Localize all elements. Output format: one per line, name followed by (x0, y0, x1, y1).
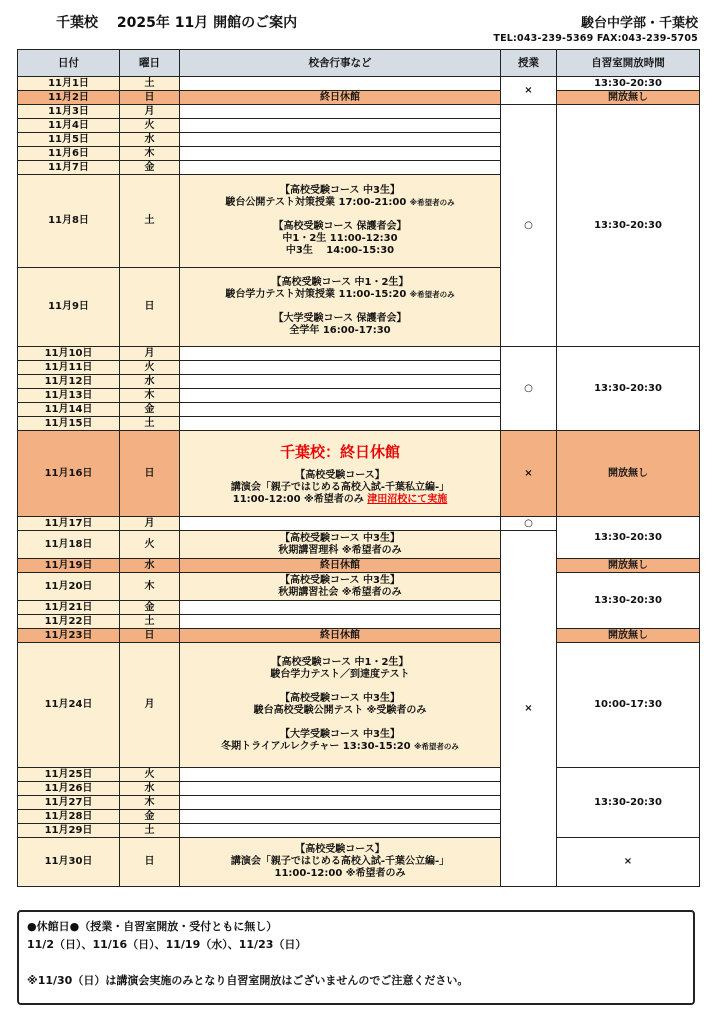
event-cell (180, 782, 501, 796)
event-text: 駿台公開テスト対策授業 17:00-21:00 (225, 197, 407, 208)
date-cell: 11月29日 (18, 824, 120, 838)
day-cell: 土 (120, 615, 180, 629)
date-cell: 11月5日 (18, 133, 120, 147)
date-cell: 11月16日 (18, 431, 120, 517)
event-cell: 終日休館 (180, 629, 501, 643)
day-cell: 金 (120, 601, 180, 615)
hours-cell: 開放無し (557, 91, 700, 105)
date-cell: 11月7日 (18, 161, 120, 175)
event-line: 【高校受験コース 保護者会】 (273, 221, 407, 232)
event-line: 【高校受験コース 中1・2生】 (271, 657, 409, 668)
contact-info: TEL:043-239-5369 FAX:043-239-5705 (493, 33, 698, 44)
event-cell (180, 375, 501, 389)
event-line: 【高校受験コース 中3生】 (280, 693, 400, 704)
date-cell: 11月6日 (18, 147, 120, 161)
day-cell: 日 (120, 838, 180, 887)
table-row (18, 517, 700, 531)
event-line: 駿台学力テスト／到達度テスト (270, 669, 410, 680)
day-cell: 火 (120, 531, 180, 559)
date-cell: 11月27日 (18, 796, 120, 810)
event-note: ※希望者のみ (409, 290, 455, 299)
event-line: 駿台高校受験公開テスト ※受験者のみ (253, 705, 427, 716)
date-cell: 11月17日 (18, 517, 120, 531)
hours-cell: 13:30-20:30 (557, 347, 700, 431)
event-line: 【高校受験コース】 (295, 469, 385, 481)
day-cell: 金 (120, 403, 180, 417)
event-line: 【高校受験コース】 (295, 844, 385, 855)
event-line: 秋期講習理科 ※希望者のみ (278, 544, 402, 556)
day-cell: 水 (120, 133, 180, 147)
table-row (18, 768, 700, 782)
event-cell (180, 361, 501, 375)
class-cell: ○ (501, 347, 557, 431)
event-line: 【高校受験コース 中3生】 (280, 185, 400, 196)
spacer (180, 462, 500, 470)
class-cell: ○ (501, 517, 557, 531)
event-cell (180, 133, 501, 147)
event-cell: 終日休館 (180, 559, 501, 573)
event-cell (180, 417, 501, 431)
spacer (27, 954, 685, 972)
table-row (18, 643, 700, 768)
spacer (180, 717, 500, 729)
event-cell (180, 403, 501, 417)
day-cell: 月 (120, 643, 180, 768)
col-header-day: 曜日 (120, 50, 180, 77)
event-line: 中3生 14:00-15:30 (285, 245, 395, 256)
day-cell: 木 (120, 147, 180, 161)
hours-cell: 13:30-20:30 (557, 517, 700, 559)
event-cell (180, 615, 501, 629)
event-line: 秋期講習社会 ※希望者のみ (278, 586, 402, 598)
day-cell: 木 (120, 389, 180, 403)
class-cell: × (557, 838, 700, 887)
event-cell (180, 105, 501, 119)
col-header-events: 校舎行事など (180, 50, 501, 77)
date-cell: 11月23日 (18, 629, 120, 643)
page-title: 千葉校 2025年 11月 開館のご案内 (56, 15, 298, 31)
day-cell: 火 (120, 768, 180, 782)
day-cell: 水 (120, 782, 180, 796)
event-text: 冬期トライアルレクチャー 13:30-15:20 (221, 741, 411, 752)
event-cell (180, 347, 501, 361)
date-cell: 11月3日 (18, 105, 120, 119)
spacer (180, 681, 500, 693)
hours-cell: 開放無し (557, 559, 700, 573)
date-cell: 11月25日 (18, 768, 120, 782)
table-row (18, 91, 700, 105)
hours-cell: 13:30-20:30 (557, 77, 700, 91)
hours-cell: 13:30-20:30 (557, 573, 700, 629)
event-cell (180, 643, 501, 768)
day-cell: 金 (120, 161, 180, 175)
hours-cell: 開放無し (557, 431, 700, 517)
hours-cell: 開放無し (557, 629, 700, 643)
date-cell: 11月28日 (18, 810, 120, 824)
event-cell (180, 389, 501, 403)
event-cell (180, 147, 501, 161)
hours-cell: 13:30-20:30 (557, 768, 700, 838)
event-cell (180, 573, 501, 601)
event-line (180, 289, 500, 301)
date-cell: 11月26日 (18, 782, 120, 796)
date-cell: 11月10日 (18, 347, 120, 361)
event-cell: 終日休館 (180, 91, 501, 105)
event-line: 11:00-12:00 ※希望者のみ (274, 868, 406, 879)
class-cell: ○ (501, 105, 557, 347)
date-cell: 11月21日 (18, 601, 120, 615)
col-header-selfstudy: 自習室開放時間 (557, 50, 700, 77)
date-cell: 11月24日 (18, 643, 120, 768)
event-cell (180, 161, 501, 175)
event-line (180, 197, 500, 209)
event-cell (180, 77, 501, 91)
hours-cell: 10:00-17:30 (557, 643, 700, 768)
day-cell: 金 (120, 810, 180, 824)
date-cell: 11月1日 (18, 77, 120, 91)
date-cell: 11月2日 (18, 91, 120, 105)
date-cell: 11月11日 (18, 361, 120, 375)
hours-cell: 13:30-20:30 (557, 105, 700, 347)
event-cell (180, 601, 501, 615)
day-cell: 日 (120, 91, 180, 105)
col-header-date: 日付 (18, 50, 120, 77)
spacer (180, 301, 500, 313)
day-cell: 火 (120, 361, 180, 375)
event-cell (180, 810, 501, 824)
closure-notes-box (17, 910, 695, 1005)
event-line (180, 741, 500, 753)
date-cell: 11月8日 (18, 175, 120, 268)
event-cell (180, 268, 501, 347)
event-line: 講演会「親子ではじめる高校入試-千葉公立編-」 (230, 856, 450, 867)
event-line: 【大学受験コース 中3生】 (280, 729, 400, 740)
table-row (18, 559, 700, 573)
table-row (18, 838, 700, 887)
event-line: 【大学受験コース 保護者会】 (273, 313, 407, 324)
event-cell (180, 768, 501, 782)
day-cell: 土 (120, 417, 180, 431)
event-text: 駿台学力テスト対策授業 11:00-15:20 (225, 289, 407, 300)
event-line: 【高校受験コース 中3生】 (280, 532, 400, 544)
event-line: 【高校受験コース 中3生】 (280, 574, 400, 586)
class-cell: × (501, 431, 557, 517)
day-cell: 木 (120, 796, 180, 810)
event-line: 中1・2生 11:00-12:30 (282, 233, 398, 244)
day-cell: 月 (120, 347, 180, 361)
table-row (18, 347, 700, 361)
day-cell: 土 (120, 824, 180, 838)
table-header-row (18, 50, 700, 77)
event-note: ※希望者のみ (409, 198, 455, 207)
event-line: 全学年 16:00-17:30 (289, 325, 391, 336)
closure-notice: 千葉校：終日休館 (279, 442, 400, 461)
spacer (180, 209, 500, 221)
event-cell (180, 175, 501, 268)
date-cell: 11月30日 (18, 838, 120, 887)
date-cell: 11月14日 (18, 403, 120, 417)
event-cell (180, 838, 501, 887)
event-cell (180, 796, 501, 810)
closure-dates: 11/2（日）、11/16（日）、11/19（水）、11/23（日） (27, 938, 307, 951)
closure-heading: ●休館日●（授業・自習室開放・受付ともに無し） (27, 920, 278, 933)
day-cell: 土 (120, 77, 180, 91)
day-cell: 水 (120, 559, 180, 573)
day-cell: 日 (120, 268, 180, 347)
event-line: 【高校受験コース 中1・2生】 (271, 277, 409, 288)
day-cell: 日 (120, 629, 180, 643)
day-cell: 月 (120, 517, 180, 531)
date-cell: 11月18日 (18, 531, 120, 559)
event-cell (180, 517, 501, 531)
class-cell: × (501, 531, 557, 887)
date-cell: 11月22日 (18, 615, 120, 629)
table-row (18, 77, 700, 91)
col-header-class: 授業 (501, 50, 557, 77)
event-line: 講演会「親子ではじめる高校入試-千葉私立編-」 (230, 481, 450, 493)
day-cell: 日 (120, 431, 180, 517)
school-name: 駿台中学部・千葉校 (580, 16, 698, 31)
class-cell: × (501, 77, 557, 105)
closure-note: ※11/30（日）は講演会実施のみとなり自習室開放はございませんのでご注意ください。 (27, 974, 469, 987)
date-cell: 11月13日 (18, 389, 120, 403)
event-line (180, 494, 500, 506)
event-cell (180, 531, 501, 559)
schedule-table (17, 49, 700, 887)
event-note: ※希望者のみ (414, 742, 459, 751)
day-cell: 火 (120, 119, 180, 133)
date-cell: 11月19日 (18, 559, 120, 573)
table-row (18, 105, 700, 119)
date-cell: 11月20日 (18, 573, 120, 601)
day-cell: 月 (120, 105, 180, 119)
date-cell: 11月4日 (18, 119, 120, 133)
day-cell: 水 (120, 375, 180, 389)
table-row (18, 573, 700, 601)
event-cell (180, 431, 501, 517)
table-row (18, 629, 700, 643)
day-cell: 土 (120, 175, 180, 268)
date-cell: 11月12日 (18, 375, 120, 389)
date-cell: 11月9日 (18, 268, 120, 347)
event-text: 11:00-12:00 ※希望者のみ (232, 493, 364, 505)
day-cell: 木 (120, 573, 180, 601)
table-row (18, 431, 700, 517)
date-cell: 11月15日 (18, 417, 120, 431)
page-header (0, 0, 716, 48)
venue-note: 津田沼校にて実施 (367, 493, 448, 505)
event-cell (180, 824, 501, 838)
event-cell (180, 119, 501, 133)
